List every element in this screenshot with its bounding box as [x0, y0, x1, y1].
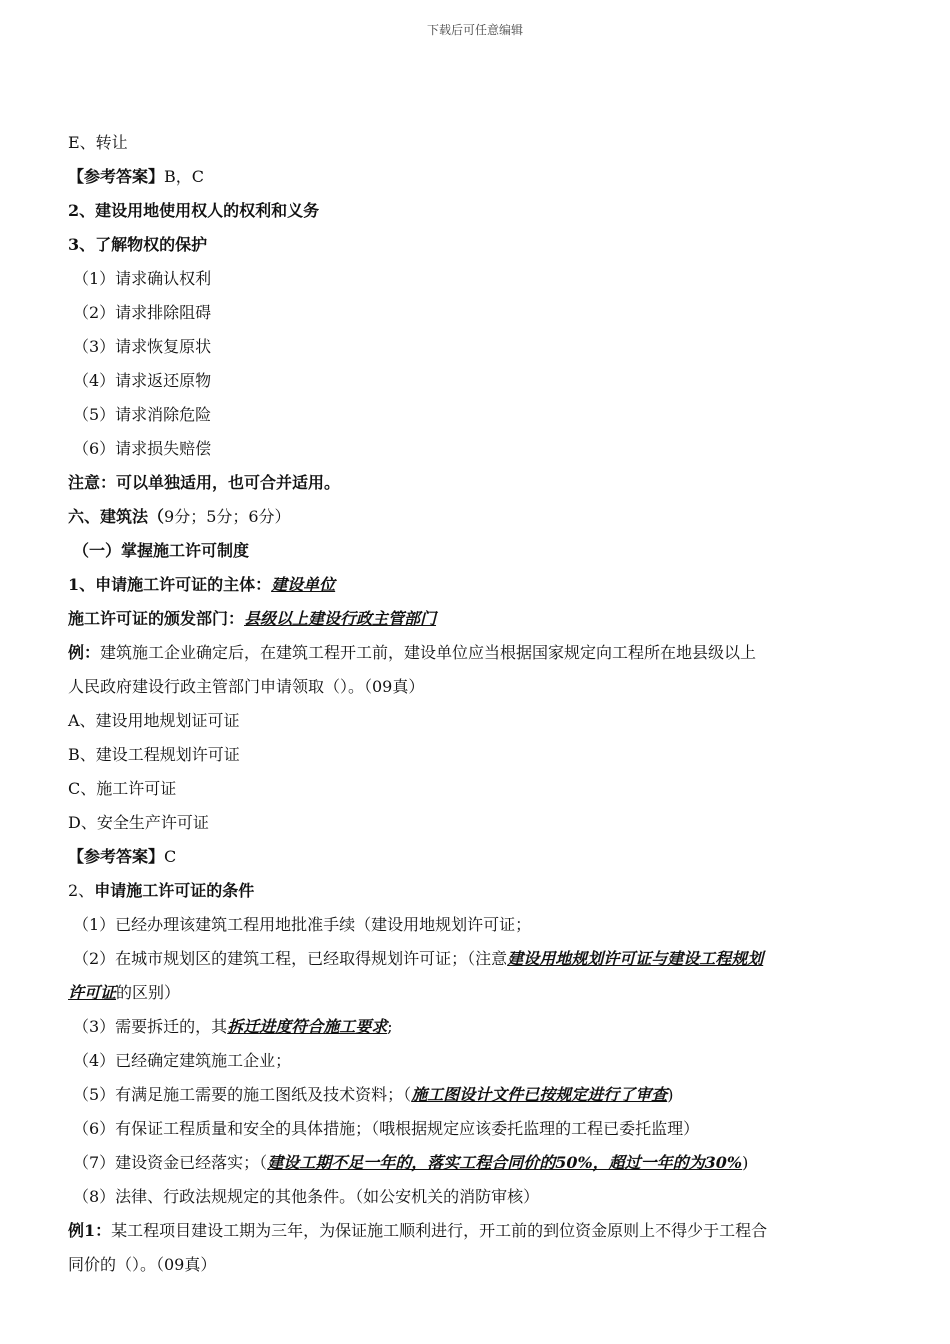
answer-label: 【参考答案】	[68, 847, 165, 866]
section-heading: 2、建设用地使用权人的权利和义务	[68, 201, 320, 220]
list-item: （2）请求排除阻碍	[73, 303, 212, 322]
condition-item: （8）法律、行政法规规定的其他条件。（如公安机关的消防审核）	[73, 1187, 540, 1206]
condition-item: （4）已经确定建筑施工企业；	[73, 1051, 292, 1070]
condition-item	[68, 1146, 858, 1180]
chapter-heading	[68, 500, 858, 534]
key-point-label: 施工许可证的颁发部门：	[68, 609, 245, 628]
key-point	[68, 568, 858, 602]
condition-item: （6）有保证工程质量和安全的具体措施；（哦根据规定应该委托监理的工程已委托监理）	[73, 1119, 700, 1138]
condition-text: （7）建设资金已经落实；（	[73, 1153, 268, 1172]
condition-item	[68, 1078, 858, 1112]
condition-item	[68, 1010, 858, 1044]
condition-text: （5）有满足施工需要的施工图纸及技术资料；（	[73, 1085, 412, 1104]
condition-emphasis: 建设工期不足一年的，落实工程合同价的50%，超过一年的为30%	[267, 1153, 743, 1172]
example-question-cont: 同价的（）。（09真）	[68, 1255, 217, 1274]
example-question-cont: 人民政府建设行政主管部门申请领取（）。（09真）	[68, 677, 425, 696]
option-b: B、建设工程规划许可证	[68, 745, 240, 764]
condition-text: )	[742, 1153, 749, 1172]
condition-text: ;	[387, 1017, 393, 1036]
condition-emphasis: 许可证	[68, 983, 117, 1002]
answer-label: 【参考答案】	[68, 167, 165, 186]
list-item: （6）请求损失赔偿	[73, 439, 212, 458]
answer-line	[68, 840, 858, 874]
condition-text: （3）需要拆迁的，其	[73, 1017, 228, 1036]
option-a: A、建设用地规划证可证	[68, 711, 240, 730]
answer-value: C	[164, 847, 177, 866]
section-heading	[68, 874, 858, 908]
subsection-heading: （一）掌握施工许可制度	[73, 541, 250, 560]
note-line: 注意：可以单独适用，也可合并适用。	[68, 473, 341, 492]
condition-emphasis: 拆迁进度符合施工要求	[227, 1017, 388, 1036]
section-heading: 3、了解物权的保护	[68, 235, 208, 254]
page-header: 下载后可任意编辑	[426, 23, 523, 37]
key-point-label: 1、申请施工许可证的主体：	[68, 575, 272, 594]
condition-text: 的区别）	[116, 983, 181, 1002]
section-title: 申请施工许可证的条件	[94, 881, 255, 900]
key-point	[68, 602, 858, 636]
example-label: 例：	[68, 643, 101, 662]
example-text: 某工程项目建设工期为三年，为保证施工顺利进行，开工前的到位资金原则上不得少于工程合	[111, 1221, 768, 1240]
condition-item-cont	[68, 976, 858, 1010]
example-question	[68, 636, 858, 670]
list-item: （4）请求返还原物	[73, 371, 212, 390]
chapter-scores: 9分；5分；6分）	[164, 507, 291, 526]
example-label: 例1：	[68, 1221, 112, 1240]
list-item: （5）请求消除危险	[73, 405, 212, 424]
answer-value: B，C	[164, 167, 205, 186]
option-c: C、施工许可证	[68, 779, 177, 798]
answer-line	[68, 160, 858, 194]
document-body	[68, 126, 858, 1282]
example-text: 建筑施工企业确定后，在建筑工程开工前，建设单位应当根据国家规定向工程所在地县级以上	[100, 643, 757, 662]
list-item: （3）请求恢复原状	[73, 337, 212, 356]
condition-item	[68, 942, 858, 976]
condition-emphasis: 建设用地规划许可证与建设工程规划	[507, 949, 764, 968]
condition-text: )	[667, 1085, 674, 1104]
option-e: E、转让	[68, 133, 128, 152]
list-item: （1）请求确认权利	[73, 269, 212, 288]
condition-emphasis: 施工图设计文件已按规定进行了审查	[411, 1085, 668, 1104]
example-question	[68, 1214, 858, 1248]
option-d: D、安全生产许可证	[68, 813, 209, 832]
chapter-title: 六、建筑法（	[68, 507, 165, 526]
key-point-value: 县级以上建设行政主管部门	[244, 609, 437, 628]
section-number: 2、	[68, 881, 95, 900]
key-point-value: 建设单位	[271, 575, 336, 594]
condition-text: （2）在城市规划区的建筑工程，已经取得规划许可证；（注意	[73, 949, 508, 968]
condition-item: （1）已经办理该建筑工程用地批准手续（建设用地规划许可证；	[73, 915, 532, 934]
